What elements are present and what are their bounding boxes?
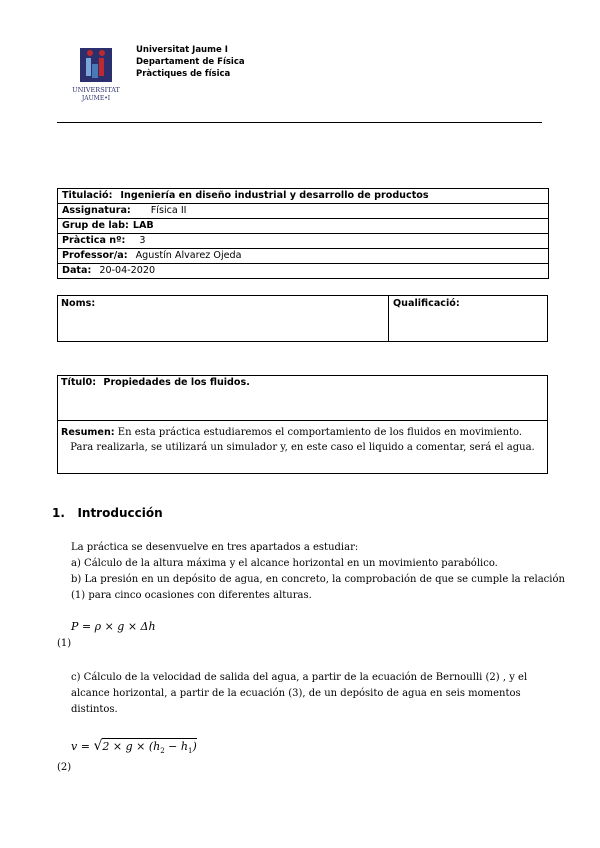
resumen-line-1: En esta práctica estudiaremos el comportamiento de los fluidos en movimiento. (117, 427, 523, 438)
qualificacio-label: Qualificació: (393, 298, 460, 309)
practices-name: Pràctiques de física (136, 69, 231, 79)
row-data (58, 264, 549, 279)
row-practica (58, 234, 549, 249)
titulacio-label: Titulació: (62, 190, 113, 201)
row-professor (58, 249, 549, 264)
noms-label: Noms: (61, 298, 96, 309)
resumen-label: Resumen: (61, 427, 115, 438)
resumen-block (61, 425, 544, 455)
equation-2-sub2: 1 (187, 747, 193, 756)
header-divider (57, 122, 542, 123)
university-header (136, 44, 245, 80)
titol-value: Propiedades de los fluidos. (103, 377, 250, 388)
row-assignatura (58, 204, 549, 219)
titol-label: Títul0: (61, 377, 97, 388)
equation-2-end: ) (192, 740, 197, 753)
section-heading: 1. Introducción (52, 506, 163, 520)
paragraph-7: distintos. (71, 704, 118, 715)
equation-2-number: (2) (57, 762, 72, 773)
equation-1-number: (1) (57, 638, 72, 649)
titol-divider (57, 420, 548, 421)
paragraph-5: c) Cálculo de la velocidad de salida del agua, a partir de la ecuación de Bernoulli (2) , y el (71, 672, 528, 683)
titulacio-value: Ingeniería en diseño industrial y desarrollo de productos (120, 190, 429, 201)
row-titulacio (58, 189, 549, 204)
practica-value: 3 (139, 235, 146, 246)
noms-divider (388, 295, 389, 342)
university-name: Universitat Jaume I (136, 45, 228, 55)
paragraph-6: alcance horizontal, a partir de la ecuación (3), de un depósito de agua en seis momentos (71, 688, 521, 699)
assignatura-value: Física II (150, 205, 187, 216)
noms-box (57, 295, 548, 342)
paragraph-2: a) Cálculo de la altura máxima y el alcance horizontal en un movimiento parabólico. (71, 558, 498, 569)
equation-2-sub1: 2 (160, 747, 165, 756)
university-logo (66, 44, 126, 104)
paragraph-4: (1) para cinco ocasiones con diferentes alturas. (71, 590, 312, 601)
equation-2-radicand: 2 × g × (h (102, 740, 161, 753)
assignatura-label: Assignatura: (62, 205, 131, 216)
grup-label: Grup de lab: (62, 220, 129, 231)
grup-value: LAB (132, 220, 154, 231)
equation-2-mid: − h (164, 740, 188, 753)
svg-text:JAUME•I: JAUME•I (81, 95, 111, 102)
paragraph-1: La práctica se desenvuelve en tres apartados a estudiar: (71, 542, 359, 553)
data-value: 20-04-2020 (99, 265, 156, 276)
info-table (57, 188, 549, 279)
paragraph-3: b) La presión en un depósito de agua, en concreto, la comprobación de que se cumple la relación (71, 574, 565, 585)
titol-heading (61, 377, 250, 388)
department-name: Departament de Física (136, 57, 245, 67)
professor-label: Professor/a: (62, 250, 128, 261)
svg-text:UNIVERSITAT: UNIVERSITAT (72, 86, 120, 94)
equation-2: $v = √2 \times g \times (h_2 - h_1)$ (71, 738, 197, 756)
resumen-line-2: Para realizarla, se utilizará un simulador y, en este caso el liquido a comentar, será el agua. (70, 442, 535, 453)
row-grup (58, 219, 549, 234)
data-label: Data: (62, 265, 92, 276)
professor-value: Agustín Alvarez Ojeda (135, 250, 242, 261)
practica-label: Pràctica nº: (62, 235, 126, 246)
equation-1: P = ρ × g × Δh (71, 620, 156, 633)
equation-2-lhs: v = (71, 740, 94, 753)
